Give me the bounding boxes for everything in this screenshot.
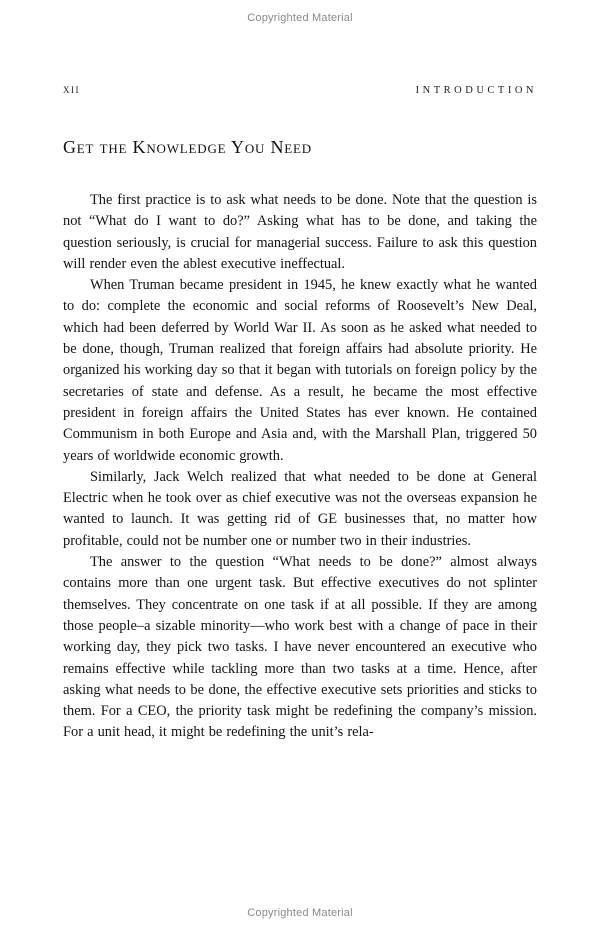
body-text xyxy=(63,190,537,744)
paragraph-3: Similarly, Jack Welch realized that what needed to be done at General Electric when he took over as chief executive was not the overseas expansion he wanted to launch. It was getting rid of GE businesses that, no matter how profitable, could not be number one or number two in their industries. xyxy=(63,468,537,549)
copyright-notice-top: Copyrighted Material xyxy=(247,12,353,24)
page-number: xii xyxy=(63,81,80,96)
copyright-notice-bottom: Copyrighted Material xyxy=(247,907,353,919)
running-header xyxy=(63,0,537,97)
section-heading: Get the Knowledge You Need xyxy=(63,137,312,157)
paragraph-2: When Truman became president in 1945, he knew exactly what he wanted to do: complete the economic and social reforms of Roosevelt’s New Deal, which had been deferred by World War II. As soon as he asked what needed to be done, though, Truman realized that foreign affairs had absolute priority. He organized his working day so that it began with tutorials on foreign policy by the secretaries of state and defense. As a result, he became the most effective president in foreign affairs the United States has ever known. He contained Communism in both Europe and Asia and, with the Marshall Plan, triggered 50 years of worldwide economic growth. xyxy=(63,277,537,464)
paragraph-1: The first practice is to ask what needs to be done. Note that the question is not “What do I want to do?” Asking what has to be done, and taking the question seriously, is crucial for managerial success. Failure to ask this question will render even the ablest executive ineffectual. xyxy=(63,192,537,272)
paragraph-4: The answer to the question “What needs to be done?” almost always contains more than one urgent task. But effective executives do not splinter themselves. They concentrate on one task if at all possible. If they are among those people–a sizable minority—who work best with a change of pace in their working day, they pick two tasks. I have never encountered an executive who remains effective while tackling more than two tasks at a time. Hence, after asking what needs to be done, the effective executive sets priorities and sticks to them. For a CEO, the priority task might be redefining the company’s mission. For a unit head, it might be redefining the unit’s rela- xyxy=(63,554,537,741)
running-title: INTRODUCTION xyxy=(415,85,537,96)
page-content xyxy=(63,0,537,744)
